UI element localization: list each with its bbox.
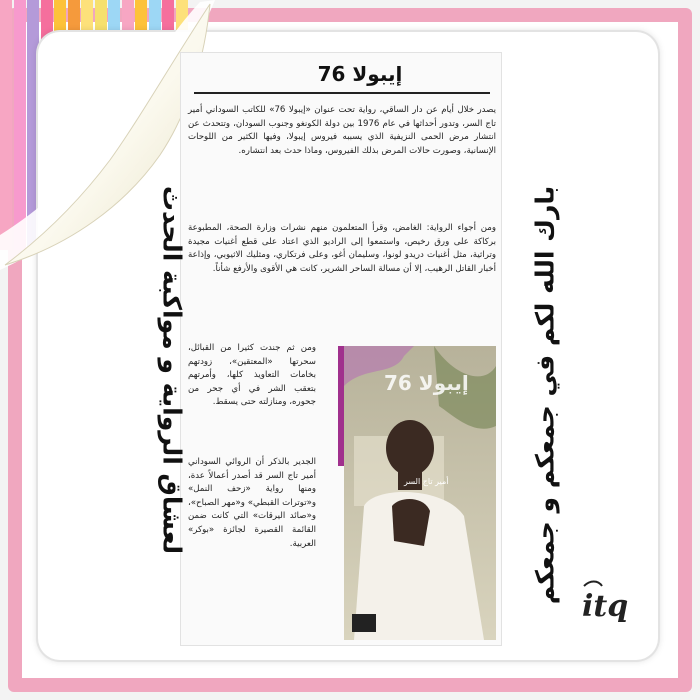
cover-title-text: إيبولا 76 bbox=[384, 371, 469, 395]
title-divider bbox=[194, 92, 490, 94]
child-photo-illustration bbox=[344, 346, 496, 640]
article-paragraph-4: الجدير بالذكر أن الروائي السوداني أمير تاج السر قد أصدر أعمالاً عدة، ومنها رواية «زحف النمل» و«توترات القبطي» و«مهر الصباح»، و«صائد اليرقات» التي كانت ضمن القائمة القصيرة لجائزة «بوكر» العربية. bbox=[188, 457, 316, 549]
itq-logo-text: itq bbox=[582, 589, 629, 624]
left-vertical-caption: لعشاق الرواية و مواكبة الحدث bbox=[157, 185, 187, 555]
right-vertical-caption: بارك الله لكم في جمعكم و جمعكم bbox=[530, 185, 560, 605]
article-paragraph-1: يصدر خلال أيام عن دار الساقي، رواية تحت عنوان «إيبولا 76» للكاتب السوداني أمير تاج السر، وتدور أحداثها في عام 1976 بين دولة الكونغو وجنوب السودان، وتتحدث عن انتشار مرض الحمى النزيفية الذي يسببه فيروس إيبولا، وفيها الكثير من اللوحات الإنسانية، وصورت حالات المرض بذلك الفيروس، وماذا حدث بعد انتشاره. bbox=[188, 105, 496, 156]
itq-logo bbox=[578, 578, 634, 630]
article-paragraph-2: ومن أجواء الرواية: الغامض، وقرأ المتعلمون منهم نشرات وزارة الصحة، المطبوعة بركاكة على ورق رخيص، واستمعوا إلى الراديو الذي اعتاد على قطع أغنيات مجيدة وتراثية، مثل أغنيات دريدو لونوا، وسليمان أغو، وعلى فرتكاري، ومثليك الاثيوبي، وإذاعة أخبار القاتل الرهيب، إلا أن مسالة الساحر الشرير، كانت هي الأقوى والأرفع شأناً. bbox=[188, 223, 496, 274]
article-paragraph-3: ومن ثم جندت كثيرا من القبائل، سحرتها «المعتقين»، زودتهم بخامات التعاويذ كلها، وأمرتهم بتعقب الشر في أي جحر من جحوره، ومنازلته حتى يسقط. bbox=[188, 343, 316, 408]
article-title: إيبولا 76 bbox=[317, 62, 403, 86]
cover-author-text: أمير تاج السر bbox=[404, 477, 449, 486]
book-cover-photo bbox=[344, 346, 496, 640]
